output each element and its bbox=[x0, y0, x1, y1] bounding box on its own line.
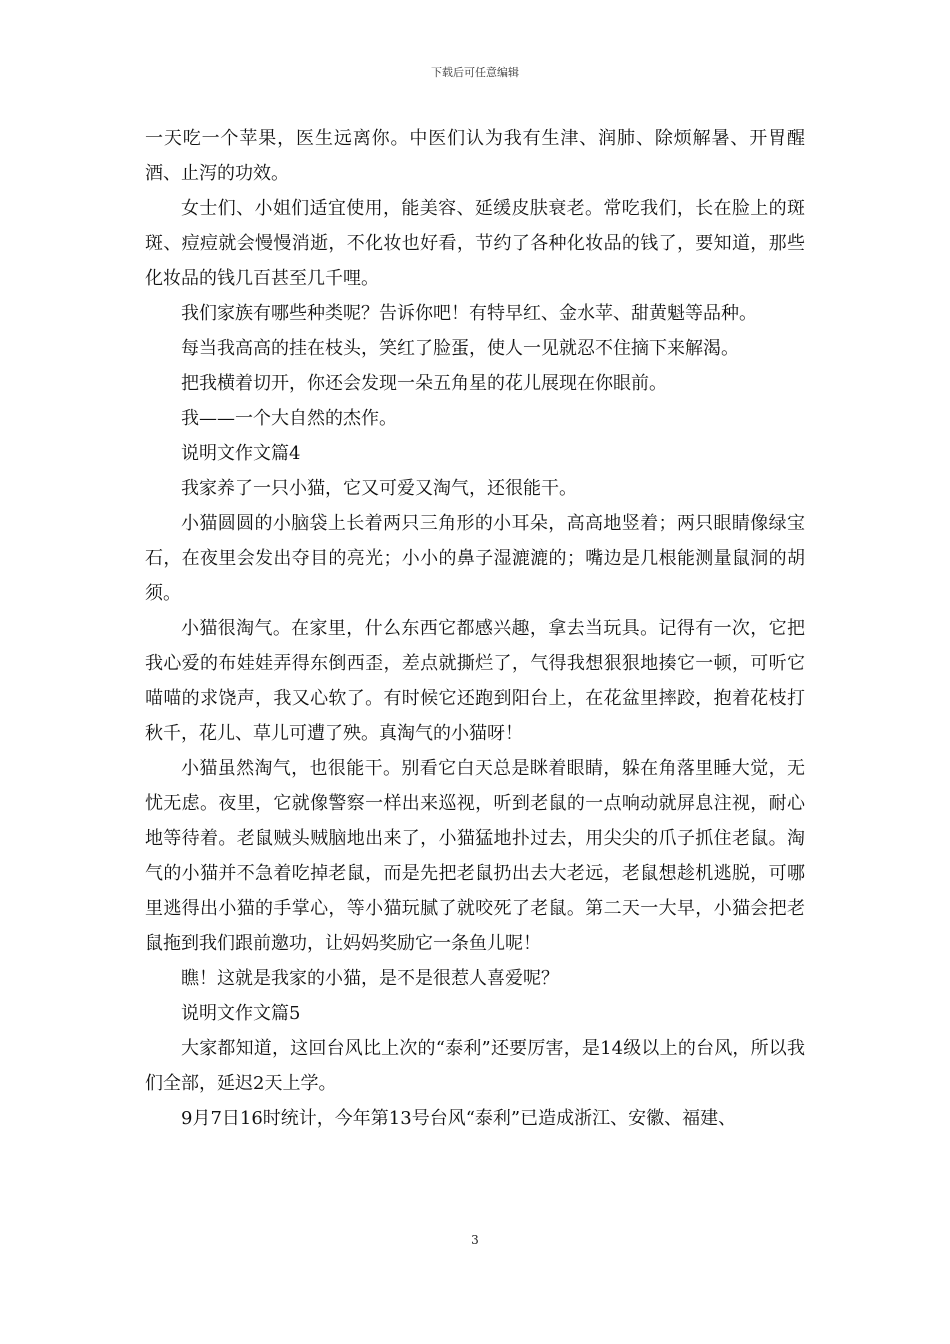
paragraph-1: 一天吃一个苹果，医生远离你。中医们认为我有生津、润肺、除烦解暑、开胃醒酒、止泻的功效。 bbox=[145, 128, 805, 184]
paragraph-12: 瞧！这就是我家的小猫，是不是很惹人喜爱呢？ bbox=[181, 968, 559, 989]
paragraph-8: 我家养了一只小猫，它又可爱又淘气，还很能干。 bbox=[181, 478, 577, 499]
paragraph-14: 大家都知道，这回台风比上次的“泰利”还要厉害，是14级以上的台风，所以我们全部，延迟2天上学。 bbox=[145, 1038, 805, 1094]
section-heading-4: 说明文作文篇4 bbox=[181, 443, 301, 464]
paragraph-2: 女士们、小姐们适宜使用，能美容、延缓皮肤衰老。常吃我们，长在脸上的斑斑、痘痘就会慢慢消逝，不化妆也好看，节约了各种化妆品的钱了，要知道，那些化妆品的钱几百甚至几千哩。 bbox=[145, 198, 805, 289]
paragraph-15: 9月7日16时统计，今年第13号台风“泰利”已造成浙江、安徽、福建、 bbox=[181, 1108, 737, 1129]
paragraph-4: 每当我高高的挂在枝头，笑红了脸蛋，使人一见就忍不住摘下来解渴。 bbox=[181, 338, 739, 359]
document-body bbox=[145, 121, 805, 1136]
page-header: 下载后可任意编辑 bbox=[431, 66, 519, 79]
section-heading-5: 说明文作文篇5 bbox=[181, 1003, 301, 1024]
paragraph-9: 小猫圆圆的小脑袋上长着两只三角形的小耳朵，高高地竖着；两只眼睛像绿宝石，在夜里会发出夺目的亮光；小小的鼻子湿漉漉的；嘴边是几根能测量鼠洞的胡须。 bbox=[145, 513, 805, 604]
page-number: 3 bbox=[471, 1233, 479, 1247]
paragraph-11: 小猫虽然淘气，也很能干。别看它白天总是眯着眼睛，躲在角落里睡大觉，无忧无虑。夜里，它就像警察一样出来巡视，听到老鼠的一点响动就屏息注视，耐心地等待着。老鼠贼头贼脑地出来了，小猫猛地扑过去，用尖尖的爪子抓住老鼠。淘气的小猫并不急着吃掉老鼠，而是先把老鼠扔出去大老远，老鼠想趁机逃脱，可哪里逃得出小猫的手掌心，等小猫玩腻了就咬死了老鼠。第二天一大早，小猫会把老鼠拖到我们跟前邀功，让妈妈奖励它一条鱼儿呢！ bbox=[145, 758, 805, 954]
paragraph-5: 把我横着切开，你还会发现一朵五角星的花儿展现在你眼前。 bbox=[181, 373, 667, 394]
paragraph-3: 我们家族有哪些种类呢？告诉你吧！有特早红、金水苹、甜黄魁等品种。 bbox=[181, 303, 757, 324]
paragraph-6: 我——一个大自然的杰作。 bbox=[181, 408, 397, 429]
paragraph-10: 小猫很淘气。在家里，什么东西它都感兴趣，拿去当玩具。记得有一次，它把我心爱的布娃娃弄得东倒西歪，差点就撕烂了，气得我想狠狠地揍它一顿，可听它喵喵的求饶声，我又心软了。有时候它还跑到阳台上，在花盆里摔跤，抱着花枝打秋千，花儿、草儿可遭了殃。真淘气的小猫呀！ bbox=[145, 618, 805, 744]
